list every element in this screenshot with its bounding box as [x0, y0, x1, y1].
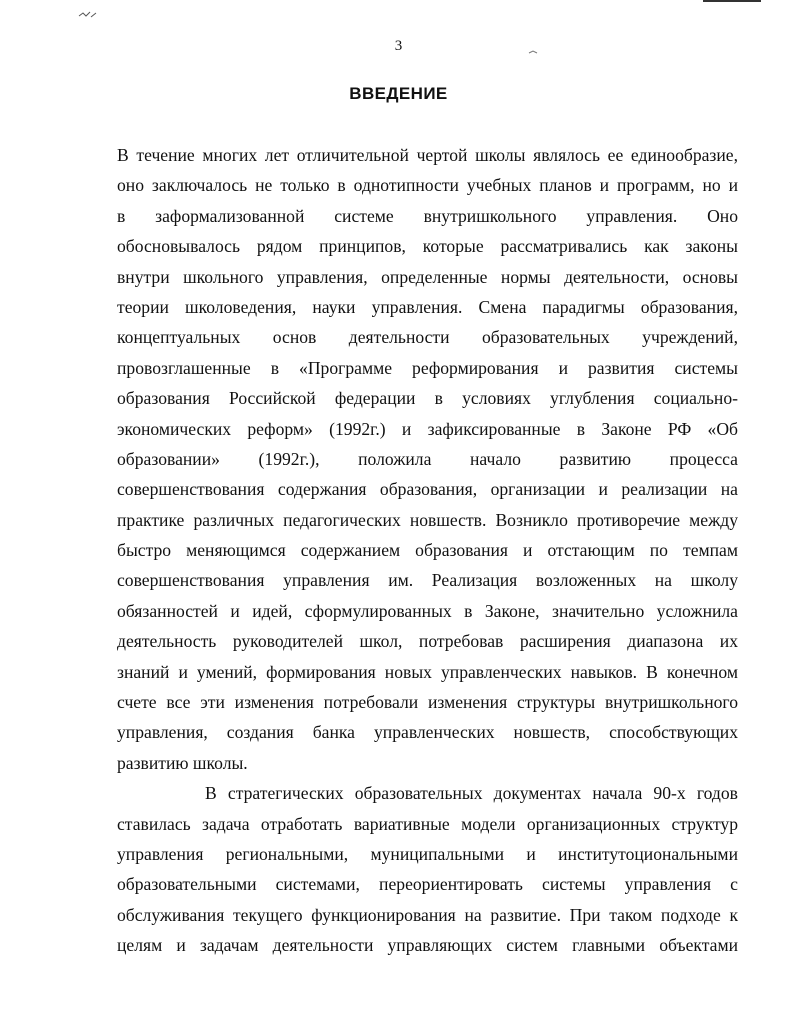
text-line: ставилась задача отработать вариативные модели организационных структур — [117, 813, 738, 834]
text-line: целям и задачам деятельности управляющих систем главными объектами — [117, 935, 738, 956]
text-line: счете все эти изменения потребовали изменения структуры внутришкольного — [117, 692, 738, 713]
text-line: образовании» (1992г.), положила начало развитию процесса — [117, 448, 738, 469]
scan-artifact-top-right — [703, 0, 761, 2]
text-line: быстро меняющимся содержанием образования и отстающим по темпам — [117, 540, 738, 561]
text-line: образования Российской федерации в условиях углубления социально- — [117, 388, 738, 409]
text-line: В течение многих лет отличительной чертой школы являлось ее единообразие, — [117, 145, 738, 165]
text-line: внутри школьного управления, определенные нормы деятельности, основы — [117, 266, 738, 287]
text-line: практике различных педагогических новшеств. Возникло противоречие между — [117, 509, 738, 530]
page-number: 3 — [394, 38, 403, 54]
text-line: теории школоведения, науки управления. Смена парадигмы образования, — [117, 296, 738, 317]
text-line: провозглашенные в «Программе реформирования и развития системы — [117, 357, 738, 378]
text-line: в заформализованной системе внутришкольного управления. Оно — [117, 205, 738, 226]
text-line: управления, создания банка управленческих новшеств, способствующих — [117, 722, 738, 743]
text-line: оно заключалось не только в однотипности учебных планов и программ, но и — [117, 175, 738, 196]
section-heading: ВВЕДЕНИЕ — [349, 84, 448, 103]
text-line: знаний и умений, формирования новых управленческих навыков. В конечном — [117, 661, 738, 682]
text-line: совершенствования содержания образования, организации и реализации на — [117, 479, 738, 500]
text-line: обосновывалось рядом принципов, которые рассматривались как законы — [117, 236, 738, 257]
text-line: развитию школы. — [117, 752, 248, 773]
text-line: экономических реформ» (1992г.) и зафиксированные в Законе РФ «Об — [117, 418, 738, 439]
text-line: обязанностей и идей, сформулированных в Законе, значительно усложнила — [117, 600, 738, 621]
text-line: управления региональными, муниципальными и институтоциональными — [117, 843, 738, 864]
text-line: концептуальных основ деятельности образовательных учреждений, — [117, 327, 738, 348]
text-line: деятельность руководителей школ, потребовав расширения диапазона их — [117, 631, 738, 652]
paragraph — [117, 140, 738, 778]
text-line: обслуживания текущего функционирования на развитие. При таком подходе к — [117, 904, 738, 925]
body-text — [117, 140, 738, 961]
paragraph — [117, 778, 738, 960]
text-line: В стратегических образовательных документах начала 90-х годов — [205, 783, 738, 804]
scan-artifact-top-left — [78, 6, 98, 14]
text-line: образовательными системами, переориентировать системы управления с — [117, 874, 738, 895]
text-line: совершенствования управления им. Реализация возложенных на школу — [117, 570, 738, 591]
